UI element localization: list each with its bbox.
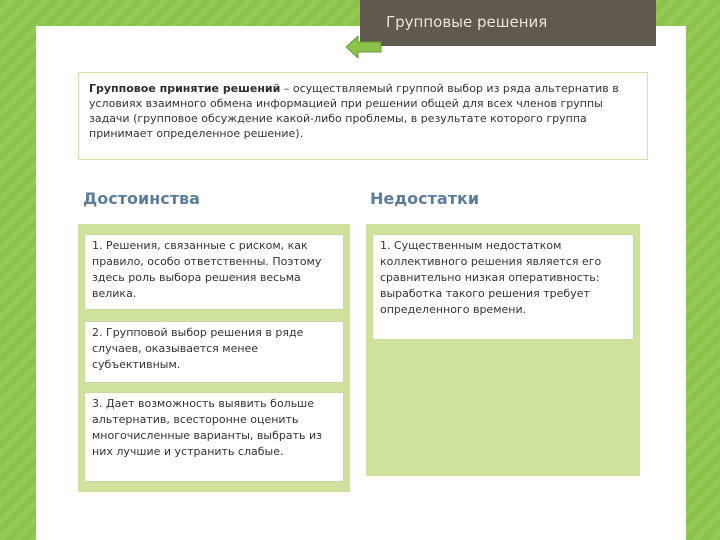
cons-item: 1. Существенным недостатком коллективного решения является его сравнительно низкая оперативность: выработка такого решения требует определенного времени. <box>372 234 634 340</box>
definition-text: – осуществляемый группой выбор из ряда альтернатив в условиях взаимного обмена информацией при решении общей для всех членов группы задачи (групповое обсуждение какой-либо проблемы, в результате которого группа принимает определенное решение). <box>89 82 619 140</box>
pros-heading: Достоинства <box>83 189 200 208</box>
definition-term: Групповое принятие решений <box>89 82 281 95</box>
pros-item: 3. Дает возможность выявить больше альтернатив, всесторонне оценить многочисленные варианты, выбрать из них лучшие и устранить слабые. <box>84 392 344 482</box>
pros-item: 2. Групповой выбор решения в ряде случаев, оказывается менее субъективным. <box>84 321 344 383</box>
slide-title: Групповые решения <box>360 0 656 46</box>
cons-heading: Недостатки <box>370 189 480 208</box>
left-arrow-icon[interactable] <box>346 36 382 58</box>
pros-item: 1. Решения, связанные с риском, как правило, особо ответственны. Поэтому здесь роль выбора решения весьма велика. <box>84 234 344 310</box>
definition-box <box>78 72 648 160</box>
